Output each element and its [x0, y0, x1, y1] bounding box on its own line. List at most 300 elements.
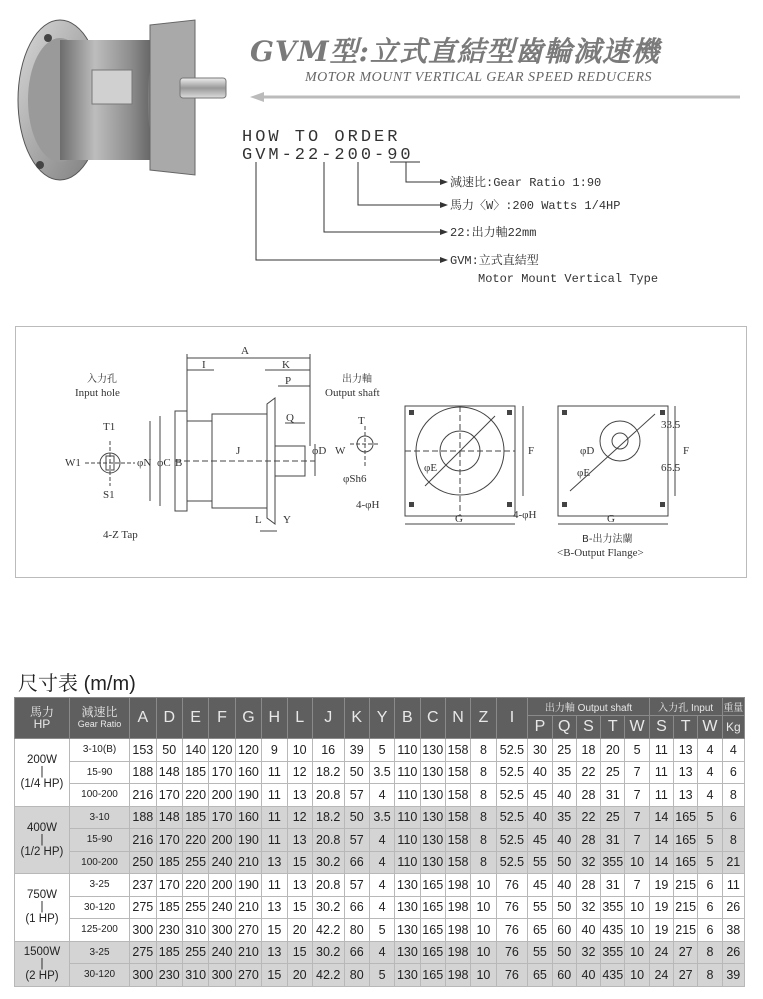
table-cell: 270	[235, 964, 261, 987]
table-cell: 8	[471, 739, 496, 762]
dim-t: T	[358, 415, 365, 427]
table-cell: 66	[344, 851, 369, 874]
table-cell: 165	[674, 829, 698, 852]
table-cell: 190	[235, 874, 261, 897]
header-out-p: P	[528, 716, 552, 739]
dim-phi-sh6: φSh6	[343, 473, 367, 485]
table-cell: 200	[209, 874, 235, 897]
header-in-t: T	[674, 716, 698, 739]
ratio-cell: 3-10	[69, 806, 129, 829]
table-cell: 76	[496, 874, 528, 897]
table-cell: 170	[156, 874, 182, 897]
table-cell: 40	[552, 784, 576, 807]
table-cell: 7	[625, 806, 649, 829]
title-en: MOTOR MOUNT VERTICAL GEAR SPEED REDUCERS	[305, 70, 653, 85]
ratio-cell: 100-200	[69, 851, 129, 874]
table-cell: 40	[576, 964, 600, 987]
table-cell: 11	[262, 874, 287, 897]
order-label-type: GVM:立式直結型	[450, 254, 539, 268]
table-cell: 240	[209, 941, 235, 964]
table-cell: 13	[287, 784, 312, 807]
table-cell: 3.5	[369, 806, 394, 829]
table-cell: 52.5	[496, 761, 528, 784]
table-cell: 27	[674, 941, 698, 964]
table-cell: 435	[601, 919, 625, 942]
table-cell: 140	[182, 739, 208, 762]
dim-w1: W1	[65, 457, 81, 469]
table-cell: 8	[722, 829, 744, 852]
table-cell: 32	[576, 896, 600, 919]
table-cell: 158	[445, 761, 470, 784]
table-cell: 5	[625, 739, 649, 762]
table-cell: 18	[576, 739, 600, 762]
table-cell: 45	[528, 784, 552, 807]
table-cell: 198	[445, 964, 470, 987]
table-cell: 15	[262, 964, 287, 987]
table-cell: 165	[420, 874, 445, 897]
table-cell: 5	[698, 829, 722, 852]
table-cell: 5	[698, 806, 722, 829]
header-kg: Kg	[722, 716, 744, 739]
table-cell: 50	[552, 941, 576, 964]
header-weight: 重量	[722, 698, 744, 716]
table-cell: 215	[674, 896, 698, 919]
table-cell: 220	[182, 874, 208, 897]
table-cell: 240	[209, 896, 235, 919]
table-cell: 120	[209, 739, 235, 762]
table-cell: 6	[698, 896, 722, 919]
table-cell: 11	[722, 874, 744, 897]
table-cell: 10	[471, 964, 496, 987]
table-cell: 240	[209, 851, 235, 874]
order-label-power: 馬力〈W〉:200 Watts 1/4HP	[450, 199, 621, 213]
table-cell: 76	[496, 964, 528, 987]
table-cell: 190	[235, 829, 261, 852]
table-cell: 50	[344, 806, 369, 829]
header-ratio: 減速比 Gear Ratio	[69, 698, 129, 739]
table-cell: 13	[287, 829, 312, 852]
table-header-row-1	[15, 698, 745, 716]
table-cell: 20.8	[312, 829, 344, 852]
table-row	[15, 919, 745, 942]
hp-group-cell: 200W | (1/4 HP)	[15, 739, 70, 807]
table-cell: 355	[601, 896, 625, 919]
dim-i: I	[202, 359, 206, 371]
dim-phi-d: φD	[312, 445, 327, 457]
table-cell: 52.5	[496, 829, 528, 852]
table-cell: 188	[130, 761, 156, 784]
dim-k: K	[282, 359, 290, 371]
table-title-unit: (m/m)	[83, 673, 136, 695]
table-cell: 65	[528, 919, 552, 942]
input-hole-en: Input hole	[75, 387, 120, 399]
table-cell: 230	[156, 919, 182, 942]
table-cell: 76	[496, 919, 528, 942]
header-out-q: Q	[552, 716, 576, 739]
dim-y: Y	[283, 514, 291, 526]
table-cell: 10	[625, 919, 649, 942]
table-body	[15, 739, 745, 987]
header-col-l: L	[287, 698, 312, 739]
table-cell: 7	[625, 829, 649, 852]
table-cell: 52.5	[496, 784, 528, 807]
dim-4h: 4-φH	[356, 499, 380, 511]
table-cell: 4	[698, 761, 722, 784]
dim-l: L	[255, 514, 262, 526]
table-cell: 4	[369, 851, 394, 874]
table-cell: 10	[471, 919, 496, 942]
dim-w: W	[335, 445, 346, 457]
table-cell: 185	[156, 941, 182, 964]
table-cell: 210	[235, 896, 261, 919]
table-cell: 15	[262, 919, 287, 942]
table-cell: 40	[528, 806, 552, 829]
table-cell: 30.2	[312, 896, 344, 919]
table-cell: 5	[369, 739, 394, 762]
table-cell: 11	[262, 806, 287, 829]
table-cell: 28	[576, 829, 600, 852]
table-cell: 230	[156, 964, 182, 987]
table-cell: 310	[182, 964, 208, 987]
table-cell: 21	[722, 851, 744, 874]
order-label-shaft: 22:出力軸22mm	[450, 226, 537, 240]
table-cell: 130	[420, 806, 445, 829]
header-col-e: E	[182, 698, 208, 739]
table-cell: 6	[722, 806, 744, 829]
dim-b: B	[175, 457, 183, 469]
table-cell: 170	[156, 829, 182, 852]
order-label-type-en: Motor Mount Vertical Type	[478, 272, 659, 286]
table-cell: 165	[674, 851, 698, 874]
table-cell: 40	[552, 829, 576, 852]
dim-f: F	[528, 445, 535, 457]
table-cell: 165	[674, 806, 698, 829]
table-cell: 76	[496, 896, 528, 919]
header-col-h: H	[262, 698, 287, 739]
header-col-g: G	[235, 698, 261, 739]
ratio-cell: 15-90	[69, 829, 129, 852]
table-cell: 270	[235, 919, 261, 942]
dim-tap: 4-Z Tap	[103, 529, 138, 541]
table-cell: 13	[674, 761, 698, 784]
ratio-cell: 30-120	[69, 896, 129, 919]
table-cell: 18.2	[312, 761, 344, 784]
output-shaft-en: Output shaft	[325, 387, 380, 399]
table-cell: 300	[209, 964, 235, 987]
table-cell: 11	[262, 761, 287, 784]
table-cell: 45	[528, 874, 552, 897]
dim-g: G	[455, 513, 463, 525]
order-label-ratio: 減速比:Gear Ratio 1:90	[450, 176, 602, 190]
table-cell: 32	[576, 941, 600, 964]
table-cell: 8	[471, 829, 496, 852]
table-row	[15, 941, 745, 964]
table-cell: 8	[471, 851, 496, 874]
dim-f-flange: F	[683, 445, 690, 457]
table-cell: 8	[698, 964, 722, 987]
table-row	[15, 829, 745, 852]
table-cell: 20	[287, 919, 312, 942]
table-cell: 237	[130, 874, 156, 897]
table-cell: 30.2	[312, 851, 344, 874]
table-cell: 4	[369, 829, 394, 852]
table-cell: 198	[445, 874, 470, 897]
table-cell: 8	[471, 784, 496, 807]
table-cell: 200	[209, 829, 235, 852]
table-cell: 210	[235, 941, 261, 964]
header-col-a: A	[130, 698, 156, 739]
how-to-order-heading: HOW TO ORDER	[242, 128, 401, 147]
table-cell: 275	[130, 896, 156, 919]
table-cell: 7	[625, 874, 649, 897]
table-cell: 220	[182, 784, 208, 807]
table-cell: 5	[698, 851, 722, 874]
table-cell: 55	[528, 896, 552, 919]
dim-33-5: 33.5	[661, 419, 681, 431]
table-cell: 250	[130, 851, 156, 874]
table-cell: 4	[369, 896, 394, 919]
table-cell: 215	[674, 919, 698, 942]
table-cell: 15	[287, 896, 312, 919]
table-title-zh: 尺寸表	[18, 671, 78, 695]
table-cell: 185	[156, 851, 182, 874]
table-row	[15, 896, 745, 919]
output-shaft-zh: 出力軸	[342, 374, 372, 385]
table-cell: 188	[130, 806, 156, 829]
table-cell: 220	[182, 829, 208, 852]
dim-q: Q	[286, 412, 294, 424]
ratio-cell: 30-120	[69, 964, 129, 987]
table-cell: 130	[395, 941, 420, 964]
table-cell: 22	[576, 806, 600, 829]
table-cell: 4	[722, 739, 744, 762]
table-cell: 50	[552, 851, 576, 874]
table-cell: 55	[528, 941, 552, 964]
table-cell: 165	[420, 919, 445, 942]
table-cell: 35	[552, 761, 576, 784]
header-out-w: W	[625, 716, 649, 739]
table-cell: 80	[344, 964, 369, 987]
table-cell: 170	[209, 806, 235, 829]
dim-65-5: 65.5	[661, 462, 681, 474]
table-cell: 4	[369, 784, 394, 807]
table-cell: 52.5	[496, 739, 528, 762]
header-out-t: T	[601, 716, 625, 739]
order-breakdown	[240, 160, 700, 290]
table-cell: 7	[625, 784, 649, 807]
table-cell: 18.2	[312, 806, 344, 829]
input-hole-zh: 入力孔	[87, 374, 117, 385]
table-cell: 15	[287, 941, 312, 964]
dim-phi-e: φE	[424, 462, 438, 474]
table-cell: 158	[445, 829, 470, 852]
table-cell: 20	[287, 964, 312, 987]
dimension-table	[14, 697, 745, 987]
table-cell: 160	[235, 806, 261, 829]
table-cell: 200	[209, 784, 235, 807]
table-cell: 31	[601, 829, 625, 852]
table-cell: 13	[674, 784, 698, 807]
table-cell: 19	[649, 874, 673, 897]
flange-title-en: <B-Output Flange>	[557, 547, 644, 559]
table-cell: 355	[601, 941, 625, 964]
table-cell: 10	[625, 964, 649, 987]
table-cell: 300	[130, 964, 156, 987]
header-col-c: C	[420, 698, 445, 739]
table-cell: 300	[130, 919, 156, 942]
table-cell: 8	[698, 941, 722, 964]
table-cell: 130	[395, 919, 420, 942]
table-cell: 31	[601, 874, 625, 897]
table-cell: 216	[130, 784, 156, 807]
table-cell: 11	[649, 739, 673, 762]
table-cell: 5	[369, 919, 394, 942]
table-cell: 13	[262, 851, 287, 874]
table-cell: 10	[471, 874, 496, 897]
table-cell: 60	[552, 964, 576, 987]
hp-group-cell: 400W | (1/2 HP)	[15, 806, 70, 874]
table-cell: 60	[552, 919, 576, 942]
table-cell: 8	[722, 784, 744, 807]
table-cell: 57	[344, 784, 369, 807]
header-out-s: S	[576, 716, 600, 739]
table-cell: 25	[601, 806, 625, 829]
table-cell: 65	[528, 964, 552, 987]
table-cell: 255	[182, 941, 208, 964]
table-row	[15, 761, 745, 784]
ratio-cell: 3-10(B)	[69, 739, 129, 762]
table-cell: 130	[420, 739, 445, 762]
table-cell: 35	[552, 806, 576, 829]
table-cell: 24	[649, 964, 673, 987]
title-zh: GVM型:立式直結型齒輪減速機	[250, 35, 660, 68]
table-cell: 130	[420, 829, 445, 852]
table-cell: 26	[722, 941, 744, 964]
table-cell: 14	[649, 851, 673, 874]
table-cell: 13	[287, 874, 312, 897]
table-cell: 130	[420, 784, 445, 807]
table-cell: 198	[445, 896, 470, 919]
table-cell: 190	[235, 784, 261, 807]
dim-a: A	[241, 345, 249, 357]
table-cell: 38	[722, 919, 744, 942]
table-cell: 170	[156, 784, 182, 807]
table-cell: 14	[649, 829, 673, 852]
table-cell: 148	[156, 761, 182, 784]
table-cell: 4	[369, 941, 394, 964]
table-row	[15, 739, 745, 762]
table-cell: 20.8	[312, 874, 344, 897]
table-cell: 40	[528, 761, 552, 784]
table-cell: 110	[395, 829, 420, 852]
table-cell: 130	[420, 851, 445, 874]
table-cell: 11	[649, 761, 673, 784]
table-row	[15, 806, 745, 829]
ratio-cell: 125-200	[69, 919, 129, 942]
table-cell: 130	[420, 761, 445, 784]
title-arrow	[250, 92, 740, 102]
table-cell: 165	[420, 964, 445, 987]
table-cell: 57	[344, 829, 369, 852]
table-cell: 300	[209, 919, 235, 942]
header-col-k: K	[344, 698, 369, 739]
table-cell: 4	[698, 739, 722, 762]
table-cell: 30	[528, 739, 552, 762]
header-col-z: Z	[471, 698, 496, 739]
dim-phi-c: φC	[157, 457, 171, 469]
table-cell: 16	[312, 739, 344, 762]
header-input-hole: 入力孔 Input	[649, 698, 722, 716]
dim-4h-flange: 4-φH	[513, 509, 537, 521]
table-cell: 15	[287, 851, 312, 874]
dimension-table-title	[18, 667, 136, 696]
header-col-y: Y	[369, 698, 394, 739]
table-cell: 185	[182, 806, 208, 829]
dim-g-flange: G	[607, 513, 615, 525]
table-cell: 20.8	[312, 784, 344, 807]
table-cell: 110	[395, 739, 420, 762]
table-cell: 40	[576, 919, 600, 942]
table-cell: 8	[471, 761, 496, 784]
table-cell: 52.5	[496, 806, 528, 829]
dim-phi-e-flange: φE	[577, 467, 591, 479]
table-cell: 6	[722, 761, 744, 784]
table-cell: 10	[471, 896, 496, 919]
header-col-j: J	[312, 698, 344, 739]
table-cell: 13	[674, 739, 698, 762]
table-cell: 24	[649, 941, 673, 964]
table-cell: 5	[369, 964, 394, 987]
table-cell: 57	[344, 874, 369, 897]
table-cell: 435	[601, 964, 625, 987]
table-cell: 11	[262, 784, 287, 807]
table-cell: 10	[287, 739, 312, 762]
table-cell: 26	[722, 896, 744, 919]
table-cell: 110	[395, 806, 420, 829]
product-photo	[0, 0, 250, 190]
table-cell: 10	[625, 941, 649, 964]
table-cell: 110	[395, 761, 420, 784]
table-cell: 4	[369, 874, 394, 897]
dim-t1: T1	[103, 421, 116, 433]
table-cell: 66	[344, 941, 369, 964]
table-cell: 158	[445, 806, 470, 829]
table-cell: 55	[528, 851, 552, 874]
table-cell: 310	[182, 919, 208, 942]
table-cell: 9	[262, 739, 287, 762]
table-cell: 42.2	[312, 964, 344, 987]
table-cell: 19	[649, 919, 673, 942]
dim-s1: S1	[103, 489, 115, 501]
table-row	[15, 851, 745, 874]
table-cell: 11	[649, 784, 673, 807]
table-cell: 6	[698, 919, 722, 942]
table-cell: 45	[528, 829, 552, 852]
table-row	[15, 784, 745, 807]
table-cell: 66	[344, 896, 369, 919]
table-row	[15, 874, 745, 897]
ratio-cell: 15-90	[69, 761, 129, 784]
table-cell: 255	[182, 896, 208, 919]
ratio-cell: 3-25	[69, 874, 129, 897]
table-cell: 50	[344, 761, 369, 784]
table-cell: 160	[235, 761, 261, 784]
table-cell: 31	[601, 784, 625, 807]
table-cell: 28	[576, 874, 600, 897]
table-cell: 32	[576, 851, 600, 874]
table-cell: 130	[395, 874, 420, 897]
order-code: GVM-22-200-90	[242, 146, 414, 165]
